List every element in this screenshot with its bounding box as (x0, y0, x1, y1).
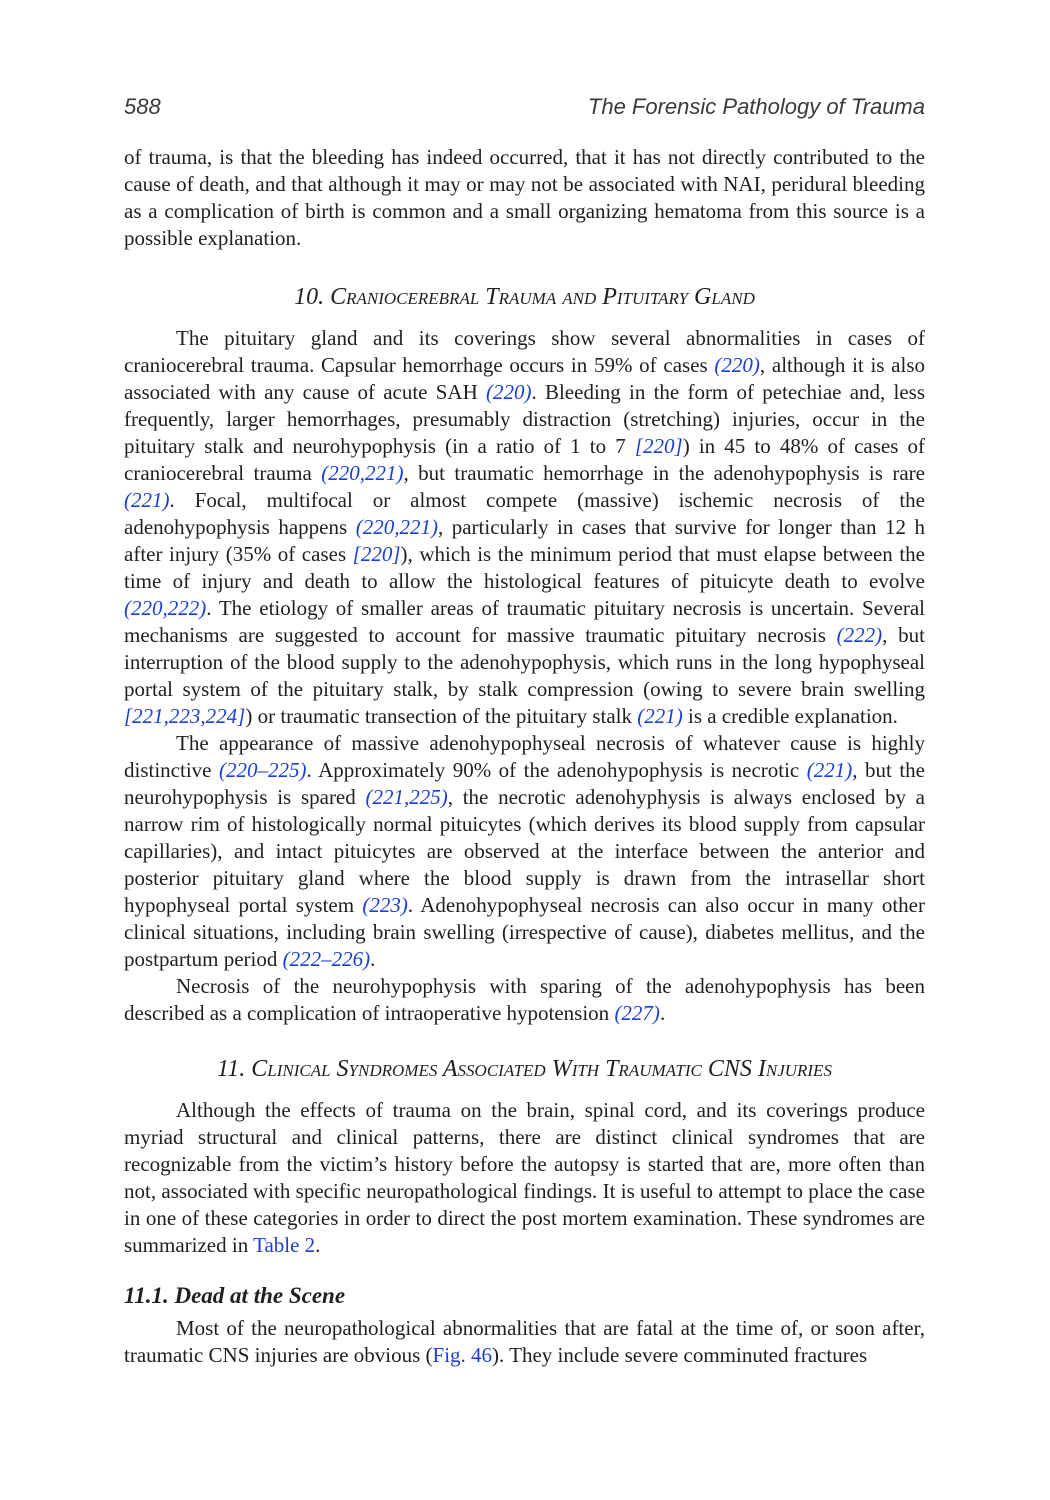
section-number: 10. (294, 284, 325, 310)
citation-link[interactable]: (220,222) (124, 596, 207, 620)
citation-link[interactable]: (221) (806, 758, 853, 782)
book-title: The Forensic Pathology of Trauma (587, 94, 925, 119)
citation-link[interactable]: (223) (362, 893, 408, 917)
citation-link[interactable]: (220) (485, 380, 532, 404)
paragraph-adenohypophyseal-necrosis: The appearance of massive adenohypophyseal necrosis of whatever cause is highly distinctive (220–225). Approximately 90% of the adenohypophysis is necrotic (221), but the neurohypophysis is spared (221,225), the necrotic adenohyphysis is always enclosed by a narrow rim of histologically normal pituicytes (which derives its blood supply from capsular capillaries), and intact pituicytes are observed at the interface between the anterior and posterior pituitary gland where the blood supply is drawn from the intrasellar short hypophyseal portal system (223). Adenohypophyseal necrosis can also occur in many other clinical situations, including brain swelling (irrespective of cause), diabetes mellitus, and the postpartum period (222–226). (124, 731, 925, 971)
page-number: 588 (124, 94, 161, 119)
subsection-heading-11-1: 11.1. Dead at the Scene (124, 1283, 346, 1308)
paragraph-continued: of trauma, is that the bleeding has indeed occurred, that it has not directly contributed to the cause of death, and that although it may or may not be associated with NAI, peridural bleeding as a complication of birth is common and a small organizing hematoma from this source is a possible explanation. (124, 145, 925, 250)
citation-link[interactable]: (220,221) (321, 461, 404, 485)
citation-link[interactable]: (227) (614, 1001, 660, 1025)
citation-link[interactable]: (221) (124, 488, 170, 512)
citation-link[interactable]: (220) (714, 353, 760, 377)
citation-link[interactable]: (221,225) (365, 785, 448, 809)
section-number: 11. (217, 1056, 246, 1082)
section-heading-10 (124, 282, 925, 312)
page-body (124, 144, 925, 1369)
paragraph-clinical-syndromes: Although the effects of trauma on the brain, spinal cord, and its coverings produce myriad structural and clinical patterns, there are distinct clinical syndromes that are recognizable from the victim’s history before the autopsy is started that are, more often than not, associated with specific neuropathological findings. It is useful to attempt to place the case in one of these categories in order to direct the post mortem examination. These syndromes are summarized in Table 2. (124, 1098, 925, 1257)
citation-link[interactable]: [220] (634, 434, 683, 458)
citation-link[interactable]: (221) (637, 704, 683, 728)
section-title: Craniocerebral Trauma and Pituitary Gland (330, 284, 755, 310)
citation-link[interactable]: (220–225) (218, 758, 307, 782)
table-link[interactable]: Table 2 (253, 1233, 316, 1257)
figure-link[interactable]: Fig. 46 (432, 1343, 493, 1367)
citation-link[interactable]: (222) (836, 623, 883, 647)
paragraph-pituitary-abnormalities: The pituitary gland and its coverings show several abnormalities in cases of craniocerebral trauma. Capsular hemorrhage occurs in 59% of cases (220), although it is also associated with any cause of acute SAH (220). Bleeding in the form of petechiae and, less frequently, larger hemorrhages, presumably distraction (stretching) injuries, occur in the pituitary stalk and neurohypophysis (in a ratio of 1 to 7 [220]) in 45 to 48% of cases of craniocerebral trauma (220,221), but traumatic hemorrhage in the adenohypophysis is rare (221). Focal, multifocal or almost compete (massive) ischemic necrosis of the adenohypophysis happens (220,221), particularly in cases that survive for longer than 12 h after injury (35% of cases [220]), which is the minimum period that must elapse between the time of injury and death to allow the histological features of pituicyte death to evolve (220,222). The etiology of smaller areas of traumatic pituitary necrosis is uncertain. Several mechanisms are suggested to account for massive traumatic pituitary necrosis (222), but interruption of the blood supply to the adenohypophysis, which runs in the long hypophyseal portal system of the pituitary stalk, by stalk compression (owing to severe brain swelling [221,223,224]) or traumatic transection of the pituitary stalk (221) is a credible explanation. (124, 326, 926, 728)
paragraph-neurohypophysis-necrosis: Necrosis of the neurohypophysis with sparing of the adenohypophysis has been described as a complication of intraoperative hypotension (227). (124, 974, 925, 1025)
section-heading-11 (124, 1054, 925, 1084)
section-title: Clinical Syndromes Associated With Traumatic CNS Injuries (251, 1056, 832, 1082)
citation-link[interactable]: (220,221) (355, 515, 438, 539)
paragraph-dead-at-scene: Most of the neuropathological abnormalities that are fatal at the time of, or soon after, traumatic CNS injuries are obvious (Fig. 46). They include severe comminuted fractures (124, 1316, 925, 1367)
citation-link[interactable]: [220] (352, 542, 401, 566)
running-header (124, 94, 925, 126)
citation-link[interactable]: [221,223,224] (124, 704, 246, 728)
citation-link[interactable]: (222–226) (282, 947, 371, 971)
